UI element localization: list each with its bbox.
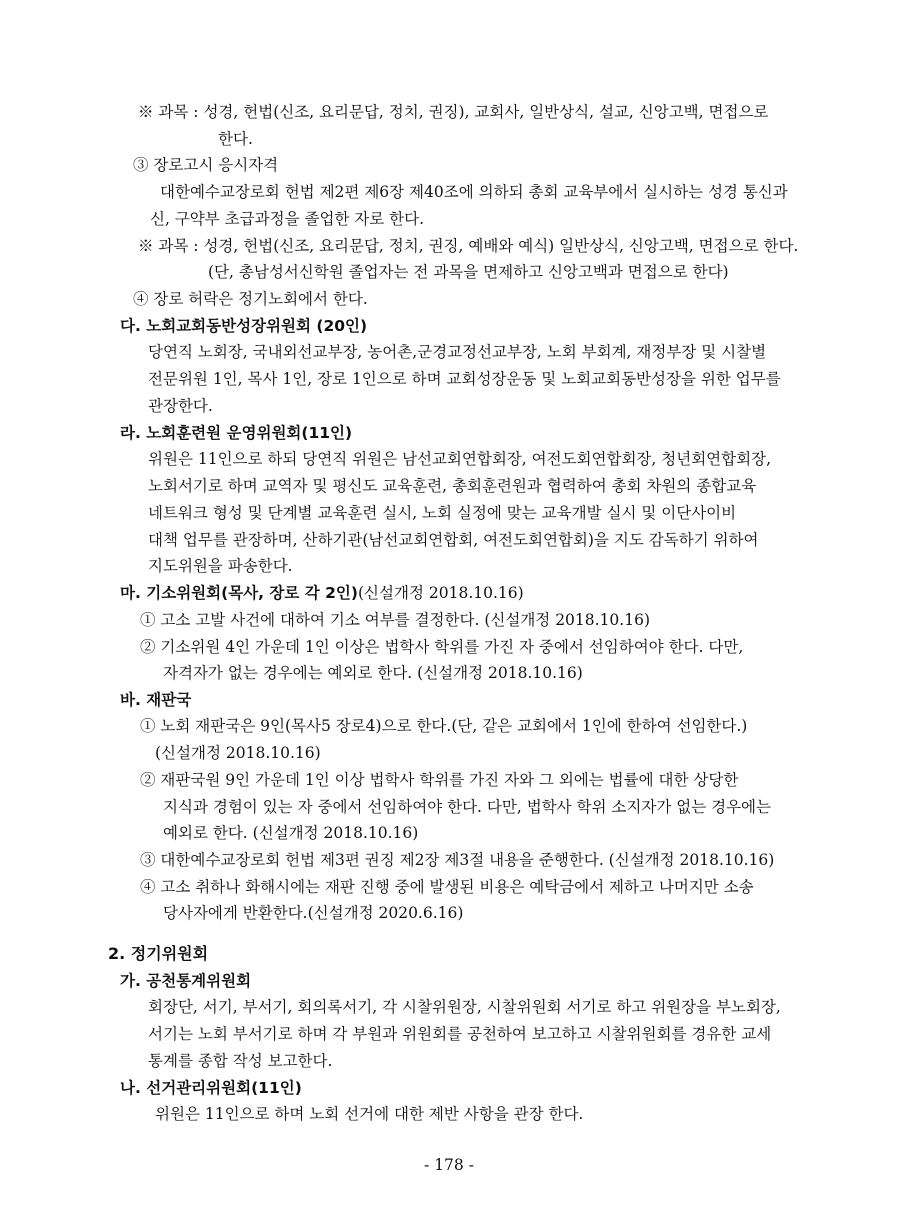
chapter-heading: 2. 정기위원회 [108,944,209,963]
section-ba-line-7: ④ 고소 취하나 화해시에는 재판 진행 중에 발생된 비용은 예탁금에서 제하고 나머지만 소송 [140,878,754,896]
elder-exam-body-2: 신, 구약부 초급과정을 졸업한 자로 한다. [150,210,425,228]
subject-note-1-cont: 한다. [218,130,253,148]
subject-note-1: ※ 과목 : 성경, 헌법(신조, 요리문답, 정치, 권징), 교회사, 일반상식, 설교, 신앙고백, 면접으로 [138,103,769,121]
section-ba-line-8: 당사자에게 반환한다.(신설개정 2020.6.16) [163,904,464,922]
section-heading-ma-note: (신설개정 2018.10.16) [358,584,524,602]
page-number: - 178 - [424,1156,474,1174]
section-heading-ra: 라. 노회훈련원 운영위원회(11인) [120,424,353,442]
section-ba-line-1: ① 노회 재판국은 9인(목사5 장로4)으로 한다.(단, 같은 교회에서 1인에 한하여 선임한다.) [140,717,748,735]
section-ba-line-5: 예외로 한다. (신설개정 2018.10.16) [163,824,419,842]
section-na-line-1: 위원은 11인으로 하며 노회 선거에 대한 제반 사항을 관장 한다. [155,1105,584,1123]
elder-permission: ④ 장로 허락은 정기노회에서 한다. [133,290,368,308]
section-ma-item-2-cont: 자격자가 없는 경우에는 예외로 한다. (신설개정 2018.10.16) [163,664,583,682]
section-heading-ba: 바. 재판국 [120,691,192,709]
section-ga-line-1: 회장단, 서기, 부서기, 회의록서기, 각 시찰위원장, 시찰위원회 서기로 하고 위원장을 부노회장, [148,998,781,1016]
section-ma-item-2: ② 기소위원 4인 가운데 1인 이상은 법학사 학위를 가진 자 중에서 선임하여야 한다. 다만, [140,638,744,656]
section-ba-line-4: 지식과 경험이 있는 자 중에서 선임하여야 한다. 다만, 법학사 학위 소지자가 없는 경우에는 [163,798,772,816]
section-ba-line-3: ② 재판국원 9인 가운데 1인 이상 법학사 학위를 가진 자와 그 외에는 법률에 대한 상당한 [140,771,739,789]
section-ra-line-4: 대책 업무를 관장하며, 산하기관(남선교회연합회, 여전도회연합회)을 지도 감독하기 위하여 [148,531,759,549]
section-ra-line-3: 네트워크 형성 및 단계별 교육훈련 실시, 노회 실정에 맞는 교육개발 실시 및 이단사이비 [148,504,737,522]
section-heading-na: 나. 선거관리위원회(11인) [120,1079,302,1097]
subject-note-2: ※ 과목 : 성경, 헌법(신조, 요리문답, 정치, 권징, 예배와 예식) 일반상식, 신앙고백, 면접으로 한다. [138,237,799,255]
section-da-line-3: 관장한다. [148,397,213,415]
section-ga-line-3: 통계를 종합 작성 보고한다. [148,1052,333,1070]
section-heading-da: 다. 노회교회동반성장위원회 (20인) [120,317,368,335]
section-heading-ma-text: 마. 기소위원회(목사, 장로 각 2인) [120,584,358,602]
section-ga-line-2: 서기는 노회 부서기로 하며 각 부원과 위원회를 공천하여 보고하고 시찰위원회를 경유한 교세 [148,1025,772,1043]
section-ra-line-5: 지도위원을 파송한다. [148,557,293,575]
section-ma-item-1: ① 고소 고발 사건에 대하여 기소 여부를 결정한다. (신설개정 2018.10.16) [140,611,650,629]
section-da-line-2: 전문위원 1인, 목사 1인, 장로 1인으로 하며 교회성장운동 및 노회교회동반성장을 위한 업무를 [148,370,781,388]
subject-note-2-exception: (단, 총남성서신학원 졸업자는 전 과목을 면제하고 신앙고백과 면접으로 한다) [208,263,729,281]
section-ba-line-6: ③ 대한예수교장로회 헌법 제3편 권징 제2장 제3절 내용을 준행한다. (신설개정 2018.10.16) [140,851,775,869]
section-heading-ma [120,583,524,603]
section-heading-ga: 가. 공천통계위원회 [120,972,252,990]
section-ba-line-2: (신설개정 2018.10.16) [155,744,321,762]
section-ra-line-1: 위원은 11인으로 하되 당연직 위원은 남선교회연합회장, 여전도회연합회장, 청년회연합회장, [148,450,771,468]
section-da-line-1: 당연직 노회장, 국내외선교부장, 농어촌,군경교정선교부장, 노회 부회계, 재정부장 및 시찰별 [148,343,767,361]
section-ra-line-2: 노회서기로 하며 교역자 및 평신도 교육훈련, 총회훈련원과 협력하여 총회 차원의 종합교육 [148,477,757,495]
elder-exam-title: ③ 장로고시 응시자격 [133,156,279,174]
elder-exam-body-1: 대한예수교장로회 헌법 제2편 제6장 제40조에 의하되 총회 교육부에서 실시하는 성경 통신과 [160,183,788,201]
